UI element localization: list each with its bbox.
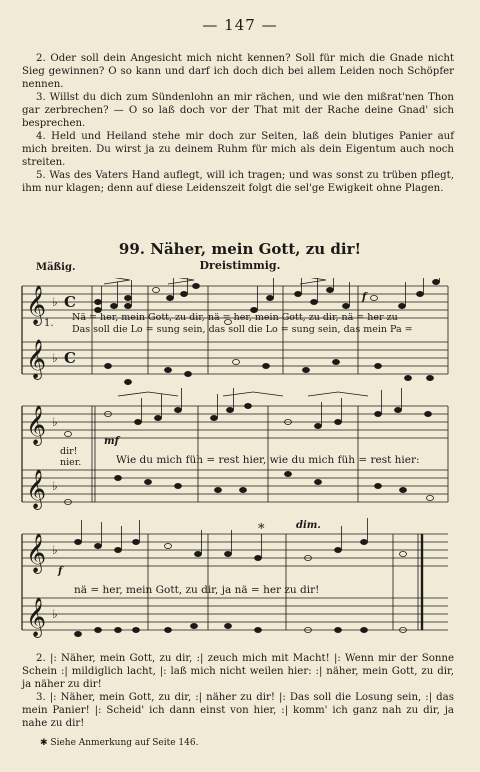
staff-system3-upper [22,534,448,566]
svg-text:𝄞: 𝄞 [26,533,47,573]
dynamic-marking: dim. [296,520,321,531]
staff-system1-lower [22,342,448,374]
asterisk-mark: * [258,522,265,537]
tempo-marking: Mäßig. [36,262,76,273]
verse-paragraph: 3. |: Näher, mein Gott, zu dir, :| näher zu dir! |: Das soll die Losung sein, :| das mein Panier! |: Scheid' ich dann einst von hier, :| komm' ich ganz nah zu dir, ja nahe zu dir! [22,692,454,729]
verse-paragraph: 3. Willst du dich zum Sündenlohn an mir rächen, und wie den mißrat'nen Thon gar zerbrechen? — O so laß doch vor der That mit der Rache deine Gnad' sich besprechen. [22,92,454,129]
svg-text:𝄞: 𝄞 [26,339,47,379]
dynamic-marking: mf [104,436,119,447]
verse-paragraph: 2. |: Näher, mein Gott, zu dir, :| zeuch mich mit Macht! |: Wenn mir der Sonne Schein :| mildiglich lacht, |: laß mich nicht weilen hier: :| näher, mein Gott, zu dir, ja näher zu dir! [22,653,454,690]
verse-paragraph: 5. Was des Vaters Hand auflegt, will ich tragen; und was sonst zu trüben pflegt, ihm nur klagen; denn auf diese Leidenszeit folgt die sel'ge Ewigkeit ohne Plagen. [22,170,454,194]
hymn-title: 99. Näher, mein Gott, zu dir! [118,240,362,258]
staff-system3-lower [22,598,448,630]
lyrics-line: Nä = her, mein Gott, zu dir, nä = her, mein Gott, zu dir, nä = her zu [72,312,398,323]
svg-text:♭: ♭ [52,415,58,429]
preceding-hymn-verses [22,52,454,195]
lyrics-line: Wie du mich füh = rest hier, wie du mich füh = rest hier: [116,454,420,466]
staff-system2-lower [22,470,448,502]
hymn-additional-verses [22,652,454,730]
treble-clef-icon: 𝄞 [26,285,47,325]
svg-text:♭: ♭ [52,607,58,621]
footnote: ✱ Siehe Anmerkung auf Seite 146. [40,738,199,748]
svg-text:C: C [64,349,76,367]
svg-text:𝄞: 𝄞 [26,405,47,445]
lyrics-line: nä = her, mein Gott, zu dir, ja nä = her zu dir! [74,584,320,596]
page-number: — 147 — [202,16,278,34]
verse-paragraph: 4. Held und Heiland stehe mir doch zur Seiten, laß dein blutiges Panier auf mich breiten. Du wirst ja zu deinem Ruhm für mich als dein Eigentum auch noch streiten. [22,131,454,168]
svg-text:𝄞: 𝄞 [26,597,47,637]
lyrics-line: dir! nier. [60,446,82,468]
svg-text:♭: ♭ [52,479,58,493]
svg-text:𝄞: 𝄞 [26,469,47,509]
dynamic-marking: f [58,566,63,577]
lyrics-line: Das soll die Lo = sung sein, das soll die Lo = sung sein, das mein Pa = [72,324,413,335]
staff-system2-upper [22,406,448,438]
svg-text:♭: ♭ [52,543,58,557]
voices-marking: Dreistimmig. [199,259,281,272]
svg-text:♭: ♭ [52,351,58,365]
svg-text:♭: ♭ [52,295,58,309]
verse-number: 1. [44,318,54,329]
hairpin [104,278,130,284]
verse-paragraph: 2. Oder soll dein Angesicht mich nicht kennen? Soll für mich die Gnade nicht Sieg gewinnen? O so kann und darf ich doch dich bei allem Leiden noch Schöpfer nennen. [22,53,454,90]
svg-text:C: C [64,293,76,311]
dynamic-marking: f [362,292,367,303]
